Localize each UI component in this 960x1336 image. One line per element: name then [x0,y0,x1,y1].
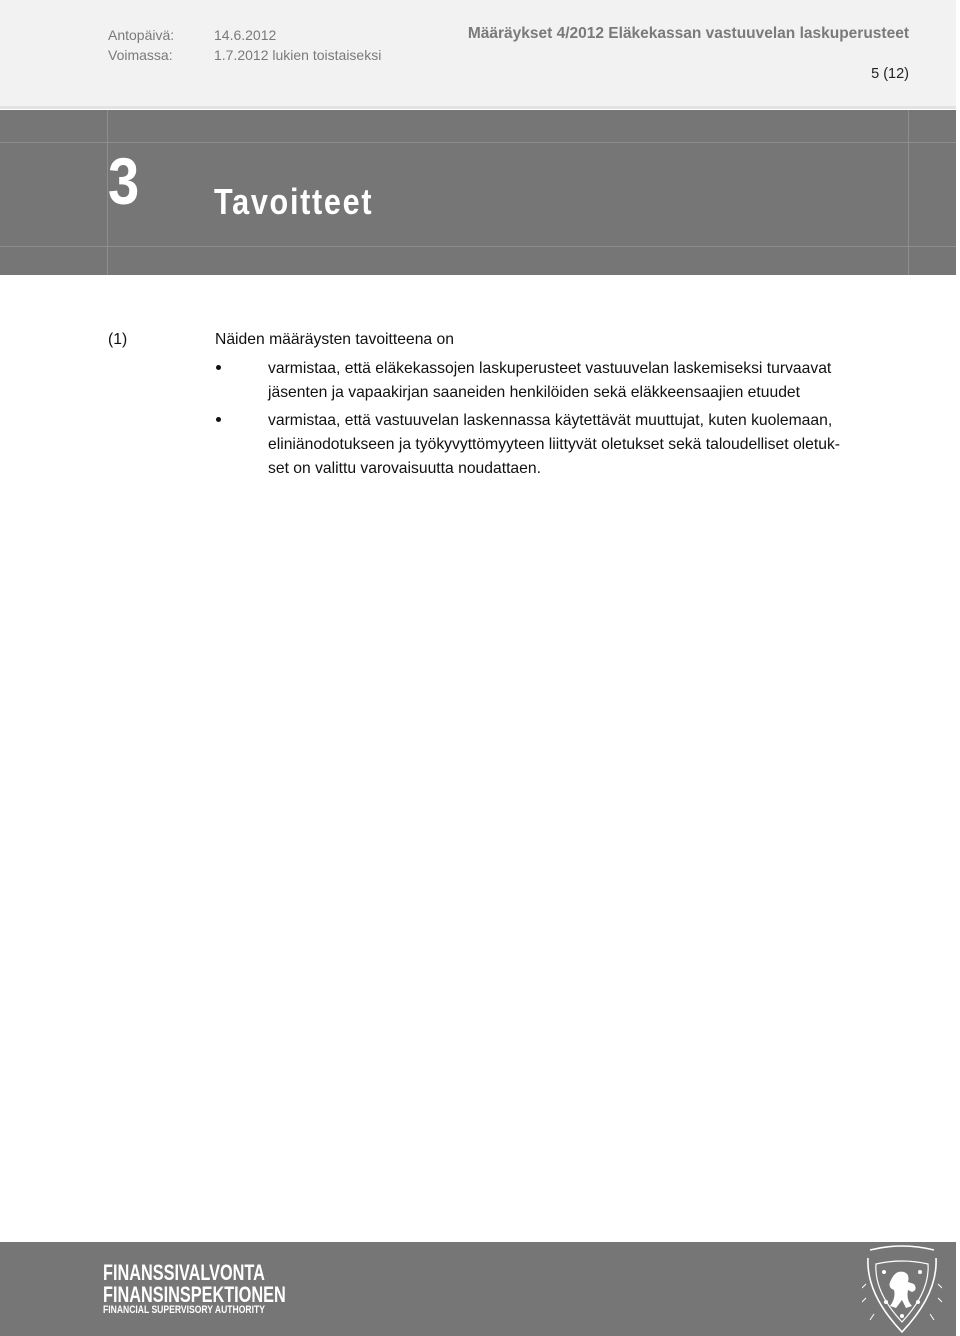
published-label: Antopäivä: [108,27,175,43]
chapter-title: Tavoitteet [214,181,374,222]
list-item-line: jäsenten ja vapaakirjan saaneiden henkilöiden sekä eläkkeensaajien etuudet [268,384,801,401]
document-title: Määräykset 4/2012 Eläkekassan vastuuvelan laskuperusteet [467,25,909,42]
objectives-list [215,357,905,485]
valid-date: 1.7.2012 lukien toistaiseksi [214,47,382,63]
list-item [215,409,905,481]
list-item-line: set on valittu varovaisuutta noudattaen. [268,460,541,477]
page-number: 5 (12) [871,66,909,82]
lion-coat-of-arms-icon [862,1244,942,1336]
bullet-icon [216,417,221,422]
valid-label: Voimassa: [108,47,173,63]
band-divider [0,142,956,143]
brand-name-finnish: FINANSSIVALVONTA [103,1260,265,1285]
brand-name-english: FINANCIAL SUPERVISORY AUTHORITY [103,1304,265,1316]
chapter-banner [0,110,956,275]
list-item-line: eliniänodotukseen ja työkyvyttömyyteen liittyvät oletukset sekä taloudelliset oletuk- [268,436,841,453]
published-date: 14.6.2012 [214,27,277,43]
list-item-line: varmistaa, että vastuuvelan laskennassa käytettävät muuttujat, kuten kuolemaan, [268,412,833,429]
document-header [0,0,956,109]
paragraph-number: (1) [108,331,128,348]
list-item-line: varmistaa, että eläkekassojen laskuperusteet vastuuvelan laskemiseksi turvaavat [268,360,832,377]
bullet-icon [216,365,221,370]
paragraph-intro: Näiden määräysten tavoitteena on [215,331,454,348]
chapter-number: 3 [108,144,140,218]
list-item [215,357,905,405]
brand-name-swedish: FINANSINSPEKTIONEN [103,1282,286,1307]
band-divider [0,246,956,247]
band-divider [908,110,909,275]
